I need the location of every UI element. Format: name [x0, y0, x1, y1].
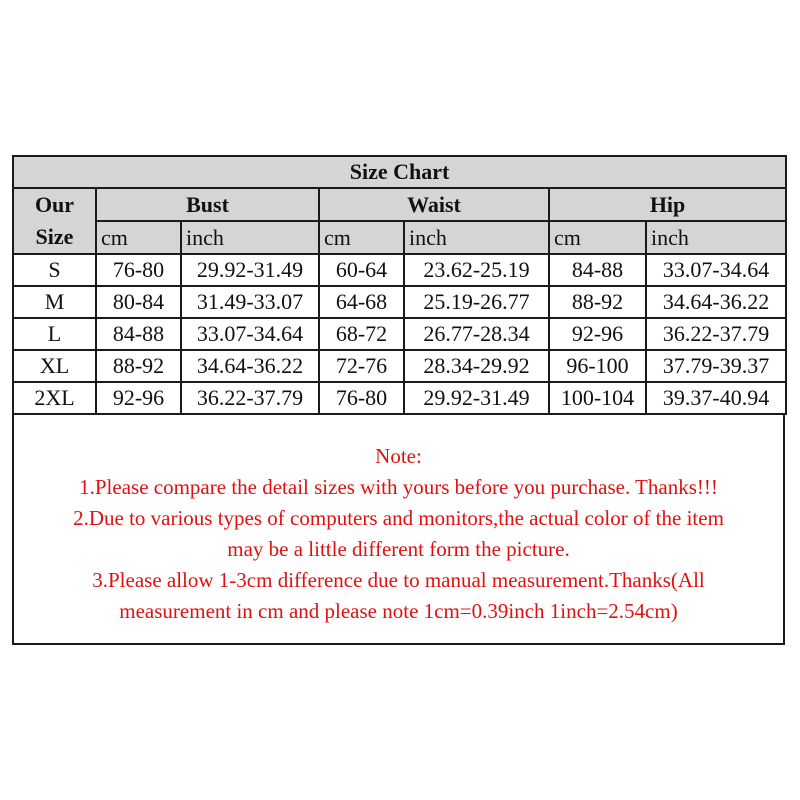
hip-inch-cell: 33.07-34.64 [646, 254, 786, 286]
table-title: Size Chart [13, 156, 786, 188]
waist-inch-cell: 26.77-28.34 [404, 318, 549, 350]
waist-inch-cell: 25.19-26.77 [404, 286, 549, 318]
bust-cm-header: cm [96, 221, 181, 254]
bust-header: Bust [96, 188, 319, 221]
waist-inch-header: inch [404, 221, 549, 254]
waist-cm-cell: 68-72 [319, 318, 404, 350]
size-cell: S [13, 254, 96, 286]
size-header-line1: Our [34, 192, 75, 217]
hip-inch-header: inch [646, 221, 786, 254]
bust-cm-cell: 84-88 [96, 318, 181, 350]
hip-inch-cell: 34.64-36.22 [646, 286, 786, 318]
waist-cm-cell: 60-64 [319, 254, 404, 286]
bust-cm-cell: 88-92 [96, 350, 181, 382]
size-cell: 2XL [13, 382, 96, 414]
group-header-row [13, 188, 786, 221]
bust-inch-cell: 34.64-36.22 [181, 350, 319, 382]
size-chart [12, 155, 785, 645]
waist-inch-cell: 23.62-25.19 [404, 254, 549, 286]
note-line: measurement in cm and please note 1cm=0.39inch 1inch=2.54cm) [119, 599, 678, 623]
bust-inch-header: inch [181, 221, 319, 254]
note-line: may be a little different form the picture. [227, 537, 570, 561]
hip-cm-cell: 96-100 [549, 350, 646, 382]
size-cell: L [13, 318, 96, 350]
hip-cm-cell: 84-88 [549, 254, 646, 286]
bust-cm-cell: 80-84 [96, 286, 181, 318]
note-line: 1.Please compare the detail sizes with yours before you purchase. Thanks!!! [79, 475, 718, 499]
table-row [13, 254, 786, 286]
waist-inch-cell: 29.92-31.49 [404, 382, 549, 414]
table-row [13, 382, 786, 414]
size-chart-table [12, 155, 787, 415]
size-header-line2: Size [35, 224, 74, 249]
bust-inch-cell: 31.49-33.07 [181, 286, 319, 318]
hip-cm-cell: 88-92 [549, 286, 646, 318]
bust-inch-cell: 36.22-37.79 [181, 382, 319, 414]
bust-inch-cell: 29.92-31.49 [181, 254, 319, 286]
hip-inch-cell: 36.22-37.79 [646, 318, 786, 350]
waist-inch-cell: 28.34-29.92 [404, 350, 549, 382]
size-column-header [13, 188, 96, 254]
unit-header-row [13, 221, 786, 254]
size-cell: M [13, 286, 96, 318]
note-line: 3.Please allow 1-3cm difference due to manual measurement.Thanks(All [92, 568, 705, 592]
waist-cm-header: cm [319, 221, 404, 254]
hip-cm-cell: 92-96 [549, 318, 646, 350]
table-row [13, 318, 786, 350]
bust-cm-cell: 76-80 [96, 254, 181, 286]
table-row [13, 286, 786, 318]
waist-header: Waist [319, 188, 549, 221]
bust-cm-cell: 92-96 [96, 382, 181, 414]
waist-cm-cell: 72-76 [319, 350, 404, 382]
hip-cm-header: cm [549, 221, 646, 254]
note-line: 2.Due to various types of computers and monitors,the actual color of the item [73, 506, 724, 530]
hip-inch-cell: 39.37-40.94 [646, 382, 786, 414]
note-box [12, 415, 785, 645]
title-row [13, 156, 786, 188]
waist-cm-cell: 64-68 [319, 286, 404, 318]
bust-inch-cell: 33.07-34.64 [181, 318, 319, 350]
size-cell: XL [13, 350, 96, 382]
hip-header: Hip [549, 188, 786, 221]
table-row [13, 350, 786, 382]
hip-inch-cell: 37.79-39.37 [646, 350, 786, 382]
note-heading: Note: [375, 444, 422, 468]
waist-cm-cell: 76-80 [319, 382, 404, 414]
hip-cm-cell: 100-104 [549, 382, 646, 414]
